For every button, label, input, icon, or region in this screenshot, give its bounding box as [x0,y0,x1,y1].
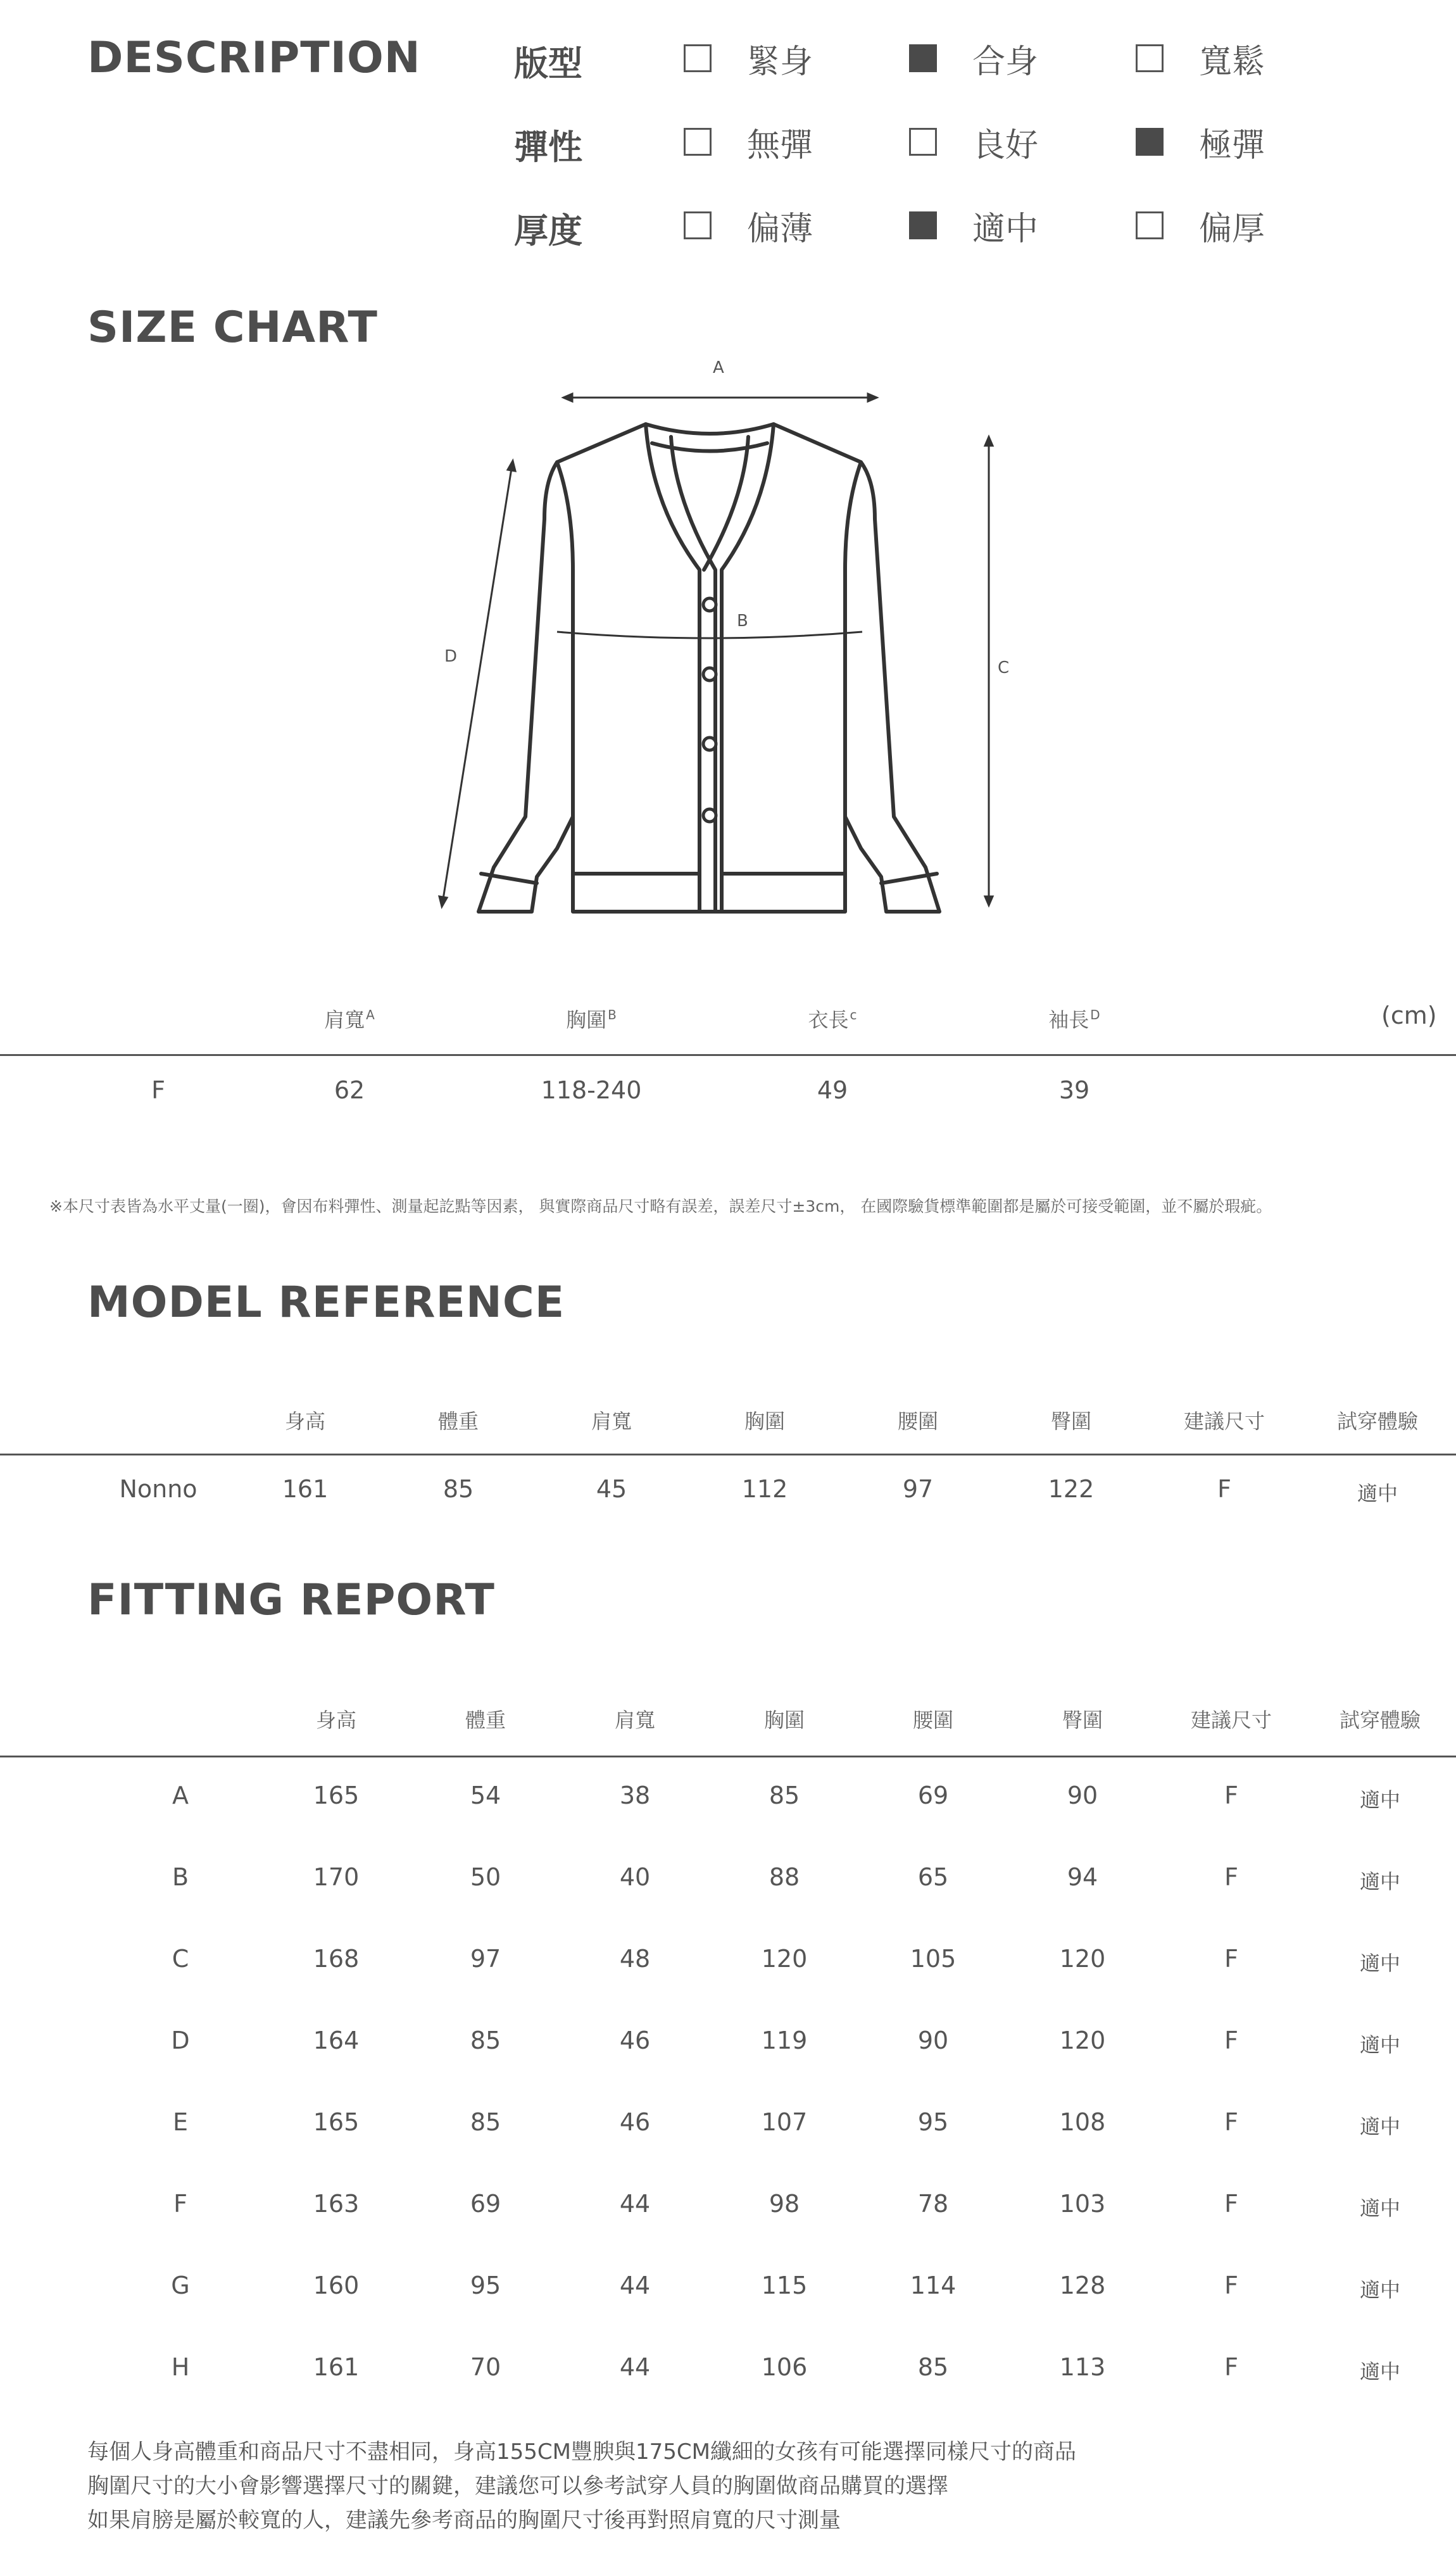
row-name: Nonno [119,1475,198,1503]
footer-line: 如果肩膀是屬於較寬的人，建議先參考商品的胸圍尺寸後再對照肩寬的尺寸測量 [87,2508,841,2533]
value-cell: 108 [1059,2108,1106,2136]
value-cell: F [1224,2027,1238,2054]
value-cell: 160 [313,2272,360,2299]
size-chart-title: SIZE CHART [87,303,378,353]
value-cell: F [1224,1782,1238,1809]
column-header: 建議尺寸 [1183,1409,1265,1433]
dimension-label-d: D [444,647,458,666]
size-cell: F [151,1076,165,1104]
header-length: 衣長 $^c$ [808,1007,857,1032]
column-header: 體重 [465,1708,506,1732]
option-label: 無彈 [747,126,813,165]
value-cell: 98 [769,2190,800,2218]
option-label: 良好 [972,126,1039,165]
button-icon [703,598,716,611]
value-cell: 40 [619,1863,651,1891]
dimension-label-c: C [998,658,1010,677]
column-header: 腰圍 [912,1708,954,1732]
measurement-note: ※本尺寸表皆為水平丈量(一圈)，會因布料彈性、測量起訖點等因素， 與實際商品尺寸略有誤差，誤差尺寸±3cm， 在國際驗貨標準範圍都是屬於可接受範圍，並不屬於瑕疵。 [49,1197,1272,1216]
value-cell: 85 [442,1475,474,1503]
column-header: 臀圍 [1062,1708,1103,1732]
value-cell: F [1224,2272,1238,2299]
value-cell: 106 [761,2353,808,2381]
option-label: 偏薄 [747,210,813,248]
option-label: 極彈 [1199,126,1265,165]
value-cell: 122 [1048,1475,1095,1503]
value-cell: 50 [470,1863,501,1891]
value-cell: 95 [917,2108,949,2136]
value-cell: 94 [1067,1863,1098,1891]
value-cell: 120 [1059,1945,1106,1973]
value-cell: 適中 [1359,2360,1401,2384]
value-cell: F [1224,2190,1238,2218]
value-cell: 69 [917,1782,949,1809]
value-cell: 120 [761,1945,808,1973]
value-cell: F [1217,1475,1231,1503]
value-cell: 78 [917,2190,949,2218]
value-cell: 114 [910,2272,957,2299]
value-cell: 69 [470,2190,501,2218]
column-header: 肩寬 [591,1409,632,1433]
header-chest: 胸圍 $^B$ [566,1007,617,1032]
value-cell: 112 [741,1475,788,1503]
column-header: 體重 [437,1409,479,1433]
thickness-label: 厚度 [514,211,582,251]
table-divider [0,1756,1456,1757]
value-cell: 120 [1059,2027,1106,2054]
value-cell: 85 [769,1782,800,1809]
footer-line: 胸圍尺寸的大小會影響選擇尺寸的關鍵，建議您可以參考試穿人員的胸圍做商品購買的選擇 [87,2473,948,2499]
value-cell: 103 [1059,2190,1106,2218]
value-cell: 38 [619,1782,651,1809]
value-cell: 適中 [1359,2033,1401,2057]
value-cell: 164 [313,2027,360,2054]
row-name: B [172,1863,189,1891]
value-cell: F [1224,2108,1238,2136]
value-cell: 97 [902,1475,934,1503]
column-header: 胸圍 [763,1708,805,1732]
row-name: G [171,2272,190,2299]
value-cell: 適中 [1359,2115,1401,2139]
value-cell: 161 [282,1475,329,1503]
option-label: 偏厚 [1199,210,1265,248]
value-cell: 113 [1059,2353,1106,2381]
column-header: 身高 [284,1409,326,1433]
table-divider [0,1454,1456,1455]
column-header: 臀圍 [1050,1409,1092,1433]
value-cell: 70 [470,2353,501,2381]
value-cell: 165 [313,2108,360,2136]
value-cell: 118-240 [541,1076,642,1104]
header-shoulder: 肩寬 $^A$ [324,1007,375,1032]
value-cell: 48 [619,1945,651,1973]
row-name: E [172,2108,189,2136]
footer-line: 每個人身高體重和商品尺寸不盡相同，身高155CM豐腴與175CM纖細的女孩有可能選擇同樣尺寸的商品 [87,2439,1076,2465]
value-cell: 適中 [1359,1788,1401,1812]
column-header: 肩寬 [614,1708,656,1732]
row-name: D [171,2027,190,2054]
column-header: 身高 [315,1708,357,1732]
value-cell: 107 [761,2108,808,2136]
elasticity-label: 彈性 [514,127,582,167]
cardigan-diagram [0,0,1456,950]
value-cell: 90 [1067,1782,1098,1809]
value-cell: F [1224,1945,1238,1973]
option-label: 緊身 [747,42,813,81]
value-cell: 49 [817,1076,848,1104]
value-cell: 97 [470,1945,501,1973]
dimension-label-a: A [713,358,724,377]
row-name: F [173,2190,187,2218]
column-header: 腰圍 [897,1409,939,1433]
value-cell: 44 [619,2272,651,2299]
value-cell: 115 [761,2272,808,2299]
value-cell: 95 [470,2272,501,2299]
value-cell: 54 [470,1782,501,1809]
value-cell: 62 [334,1076,365,1104]
value-cell: 128 [1059,2272,1106,2299]
value-cell: 適中 [1359,1951,1401,1975]
value-cell: 170 [313,1863,360,1891]
header-sleeve: 袖長 $^D$ [1048,1007,1100,1032]
column-header: 建議尺寸 [1190,1708,1272,1732]
value-cell: 88 [769,1863,800,1891]
value-cell: 46 [619,2108,651,2136]
value-cell: 161 [313,2353,360,2381]
value-cell: 適中 [1357,1481,1398,1505]
value-cell: 85 [917,2353,949,2381]
value-cell: 適中 [1359,2196,1401,2220]
column-header: 試穿體驗 [1339,1708,1421,1732]
value-cell: F [1224,1863,1238,1891]
model-reference-title: MODEL REFERENCE [87,1278,565,1328]
value-cell: 45 [596,1475,627,1503]
value-cell: 39 [1058,1076,1090,1104]
row-name: A [172,1782,189,1809]
value-cell: 85 [470,2108,501,2136]
value-cell: 119 [761,2027,808,2054]
table-divider [0,1054,1456,1056]
option-label: 寬鬆 [1199,42,1265,81]
button-icon [703,809,716,822]
column-header: 胸圍 [744,1409,786,1433]
value-cell: 90 [917,2027,949,2054]
value-cell: 168 [313,1945,360,1973]
value-cell: 163 [313,2190,360,2218]
option-label: 合身 [972,42,1039,81]
value-cell: 44 [619,2353,651,2381]
fitting-report-title: FITTING REPORT [87,1575,495,1625]
value-cell: F [1224,2353,1238,2381]
row-name: H [171,2353,190,2381]
value-cell: 44 [619,2190,651,2218]
description-title: DESCRIPTION [87,33,421,83]
dimension-label-b: B [737,612,748,631]
value-cell: 46 [619,2027,651,2054]
row-name: C [172,1945,189,1973]
value-cell: 65 [917,1863,949,1891]
value-cell: 適中 [1359,2278,1401,2302]
unit-label: (cm) [1381,1002,1437,1029]
value-cell: 適中 [1359,1870,1401,1894]
value-cell: 165 [313,1782,360,1809]
option-label: 適中 [972,210,1039,248]
column-header: 試穿體驗 [1336,1409,1419,1433]
button-icon [703,738,716,750]
value-cell: 105 [910,1945,957,1973]
value-cell: 85 [470,2027,501,2054]
button-icon [703,668,716,681]
fit-label: 版型 [514,44,582,84]
